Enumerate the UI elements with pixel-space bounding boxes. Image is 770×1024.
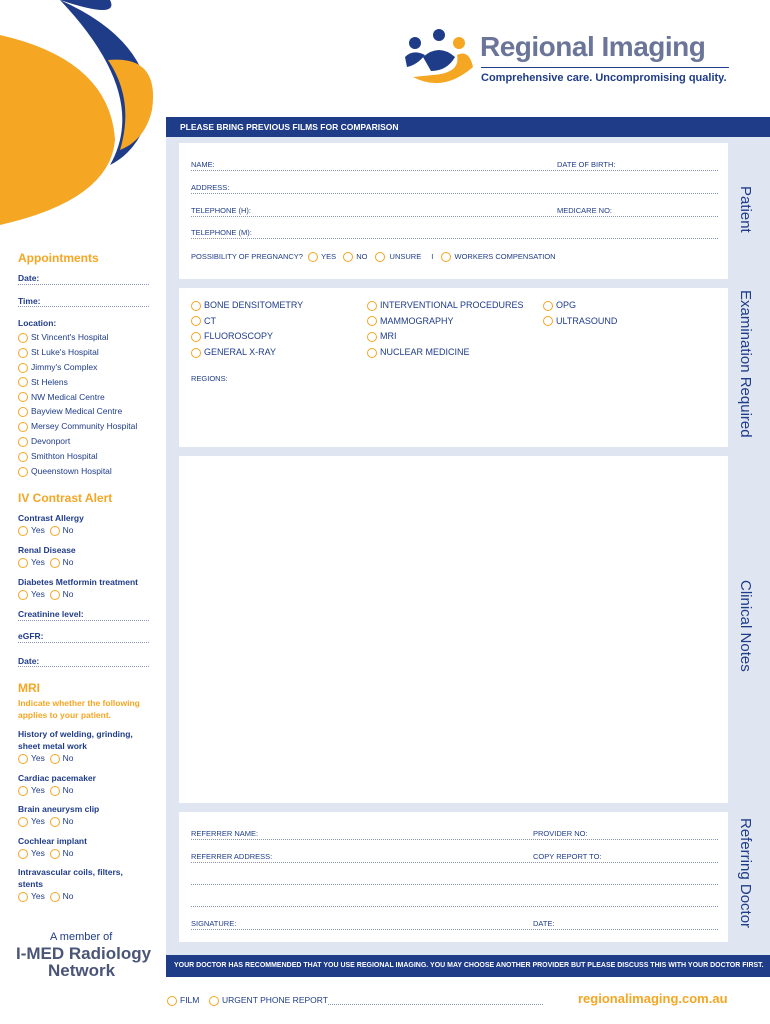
dob-label: DATE OF BIRTH: [557, 160, 616, 169]
referrer-address-field-3[interactable] [191, 906, 718, 907]
film-option[interactable] [167, 995, 199, 1006]
patient-section-title: Patient [737, 186, 754, 233]
radio-circle-icon[interactable] [543, 301, 553, 311]
radio-circle-icon[interactable] [191, 332, 201, 342]
location-option[interactable]: Devonport [18, 436, 137, 451]
exam-option[interactable]: ULTRASOUND [543, 316, 617, 332]
regional-imaging-logo [403, 27, 475, 91]
location-option[interactable]: NW Medical Centre [18, 392, 137, 407]
radio-circle-icon[interactable] [18, 392, 28, 402]
radio-circle-icon[interactable] [18, 558, 28, 568]
radio-circle-icon[interactable] [375, 252, 385, 262]
coils-label: Intravascular coils, filters, stents [18, 867, 123, 889]
exam-col2 [367, 300, 524, 363]
regions-label: REGIONS: [191, 374, 228, 383]
aneurysm-options: Yes No [18, 816, 73, 827]
radio-circle-icon[interactable] [343, 252, 353, 262]
exam-option[interactable]: MAMMOGRAPHY [367, 316, 524, 332]
welding-label: History of welding, grinding, sheet metal work [18, 729, 133, 751]
appointment-time-label: Time: [18, 296, 41, 306]
urgent-option[interactable] [209, 995, 328, 1006]
aneurysm-label: Brain aneurysm clip [18, 804, 100, 814]
location-option[interactable]: St Helens [18, 377, 137, 392]
exam-section-title: Examination Required [737, 290, 754, 438]
exam-option[interactable]: INTERVENTIONAL PROCEDURES [367, 300, 524, 316]
contrast-allergy-label: Contrast Allergy [18, 513, 84, 523]
referrer-section-title: Referring Doctor [737, 818, 754, 929]
radio-circle-icon[interactable] [50, 786, 60, 796]
radio-circle-icon[interactable] [18, 333, 28, 343]
name-field[interactable] [191, 170, 718, 171]
referrer-card [179, 812, 728, 942]
pacemaker-options: Yes No [18, 785, 73, 796]
clinical-section-title: Clinical Notes [737, 580, 754, 672]
exam-option[interactable]: FLUOROSCOPY [191, 331, 303, 347]
pregnancy-row [191, 252, 556, 262]
radio-circle-icon[interactable] [50, 817, 60, 827]
referrer-address-field[interactable] [191, 862, 718, 863]
radio-circle-icon[interactable] [18, 377, 28, 387]
provider-label: PROVIDER NO: [533, 829, 588, 838]
pacemaker-label: Cardiac pacemaker [18, 773, 96, 783]
radio-circle-icon[interactable] [50, 849, 60, 859]
radio-circle-icon[interactable] [18, 437, 28, 447]
radio-circle-icon[interactable] [191, 316, 201, 326]
location-option[interactable]: Smithton Hospital [18, 451, 137, 466]
brand-name: Regional Imaging [480, 31, 706, 62]
welding-options: Yes No [18, 753, 73, 764]
urgent-phone-field[interactable] [328, 1004, 543, 1005]
network-line3: Network [48, 961, 116, 980]
renal-disease-label: Renal Disease [18, 545, 76, 555]
tel-m-field[interactable] [191, 238, 718, 239]
iv-contrast-heading: IV Contrast Alert [18, 491, 113, 505]
footer-notice: YOUR DOCTOR HAS RECOMMENDED THAT YOU USE REGIONAL IMAGING. YOU MAY CHOOSE ANOTHER PROVIDER BUT PLEASE DISCUSS THIS WITH YOUR DOCTOR FIRST. [166, 955, 770, 977]
radio-circle-icon[interactable] [18, 817, 28, 827]
appointments-heading: Appointments [18, 251, 99, 265]
location-list [18, 332, 137, 481]
radio-circle-icon[interactable] [441, 252, 451, 262]
tel-m-label: TELEPHONE (M): [191, 228, 252, 237]
pregnancy-unsure: UNSURE [389, 252, 422, 261]
radio-circle-icon[interactable] [18, 754, 28, 764]
address-field[interactable] [191, 193, 718, 194]
pregnancy-yes: YES [321, 252, 337, 261]
contrast-date-field[interactable] [18, 666, 149, 667]
referrer-address-field-2[interactable] [191, 884, 718, 885]
radio-circle-icon[interactable] [18, 590, 28, 600]
workers-comp: WORKERS COMPENSATION [454, 252, 556, 261]
egfr-label: eGFR: [18, 631, 44, 641]
location-option[interactable]: St Vincent's Hospital [18, 332, 137, 347]
exam-col3 [543, 300, 617, 331]
decorative-swoosh [0, 0, 160, 230]
cochlear-label: Cochlear implant [18, 836, 87, 846]
radio-circle-icon[interactable] [191, 301, 201, 311]
diabetes-label: Diabetes Metformin treatment [18, 577, 138, 587]
radio-circle-icon[interactable] [18, 849, 28, 859]
location-option[interactable]: St Luke's Hospital [18, 347, 137, 362]
radio-circle-icon[interactable] [18, 348, 28, 358]
creatinine-label: Creatinine level: [18, 609, 84, 619]
referrer-date-label: DATE: [533, 919, 555, 928]
radio-circle-icon[interactable] [367, 316, 377, 326]
exam-option[interactable]: BONE DENSITOMETRY [191, 300, 303, 316]
location-option[interactable]: Queenstown Hospital [18, 466, 137, 481]
renal-disease-options: Yes No [18, 557, 73, 568]
radio-circle-icon[interactable] [191, 348, 201, 358]
name-label: NAME: [191, 160, 215, 169]
radio-circle-icon[interactable] [50, 754, 60, 764]
exam-option[interactable]: OPG [543, 300, 617, 316]
radio-circle-icon[interactable] [308, 252, 318, 262]
egfr-field[interactable] [18, 642, 149, 643]
urgent-label: URGENT PHONE REPORT [222, 995, 328, 1005]
separator: I [431, 252, 434, 261]
coils-options: Yes No [18, 891, 73, 902]
radio-circle-icon[interactable] [50, 892, 60, 902]
radio-circle-icon[interactable] [18, 892, 28, 902]
radio-circle-icon[interactable] [367, 348, 377, 358]
radio-circle-icon[interactable] [18, 526, 28, 536]
signature-label: SIGNATURE: [191, 919, 237, 928]
radio-circle-icon[interactable] [18, 467, 28, 477]
radio-circle-icon[interactable] [18, 407, 28, 417]
tel-h-field[interactable] [191, 216, 718, 217]
signature-field[interactable] [191, 929, 718, 930]
mri-note: Indicate whether the following applies to your patient. [18, 698, 140, 720]
exam-option[interactable]: NUCLEAR MEDICINE [367, 347, 524, 363]
appointment-time-field[interactable] [18, 306, 149, 307]
referrer-name-field[interactable] [191, 839, 718, 840]
cochlear-options: Yes No [18, 848, 73, 859]
radio-circle-icon[interactable] [543, 316, 553, 326]
website-link[interactable]: regionalimaging.com.au [578, 991, 728, 1006]
referrer-address-label: REFERRER ADDRESS: [191, 852, 273, 861]
appointment-date-field[interactable] [18, 284, 149, 285]
pregnancy-no: NO [356, 252, 368, 261]
film-label: FILM [180, 995, 200, 1005]
radio-circle-icon[interactable] [367, 301, 377, 311]
mri-heading: MRI [18, 681, 40, 695]
films-banner: PLEASE BRING PREVIOUS FILMS FOR COMPARISON [166, 117, 770, 137]
radio-circle-icon[interactable] [50, 590, 60, 600]
tel-h-label: TELEPHONE (H): [191, 206, 252, 215]
creatinine-field[interactable] [18, 620, 149, 621]
location-option[interactable]: Jimmy's Complex [18, 362, 137, 377]
appointment-date-label: Date: [18, 273, 40, 283]
contrast-allergy-options: Yes No [18, 525, 73, 536]
network-line1: A member of [50, 931, 113, 943]
location-label: Location: [18, 318, 57, 328]
brand-tagline: Comprehensive care. Uncompromising quality. [481, 72, 727, 84]
network-line2: I-MED Radiology [16, 944, 152, 963]
radio-circle-icon[interactable] [367, 332, 377, 342]
referrer-name-label: REFERRER NAME: [191, 829, 259, 838]
diabetes-options: Yes No [18, 589, 73, 600]
radio-circle-icon[interactable] [18, 422, 28, 432]
radio-circle-icon[interactable] [50, 526, 60, 536]
contrast-date-label: Date: [18, 656, 40, 666]
exam-col1 [191, 300, 303, 363]
radio-circle-icon[interactable] [50, 558, 60, 568]
location-option[interactable]: Bayview Medical Centre [18, 406, 137, 421]
brand-underline [481, 67, 729, 68]
address-label: ADDRESS: [191, 183, 230, 192]
location-option[interactable]: Mersey Community Hospital [18, 421, 137, 436]
exam-option[interactable]: MRI [367, 331, 524, 347]
radio-circle-icon[interactable] [167, 996, 177, 1006]
radio-circle-icon[interactable] [18, 363, 28, 373]
pregnancy-label: POSSIBILITY OF PREGNANCY? [191, 252, 303, 261]
radio-circle-icon[interactable] [18, 786, 28, 796]
radio-circle-icon[interactable] [18, 452, 28, 462]
radio-circle-icon[interactable] [209, 996, 219, 1006]
medicare-label: MEDICARE NO: [557, 206, 613, 215]
exam-option[interactable]: GENERAL X-RAY [191, 347, 303, 363]
copy-report-label: COPY REPORT TO: [533, 852, 602, 861]
clinical-notes-area[interactable] [179, 456, 728, 803]
exam-option[interactable]: CT [191, 316, 303, 332]
